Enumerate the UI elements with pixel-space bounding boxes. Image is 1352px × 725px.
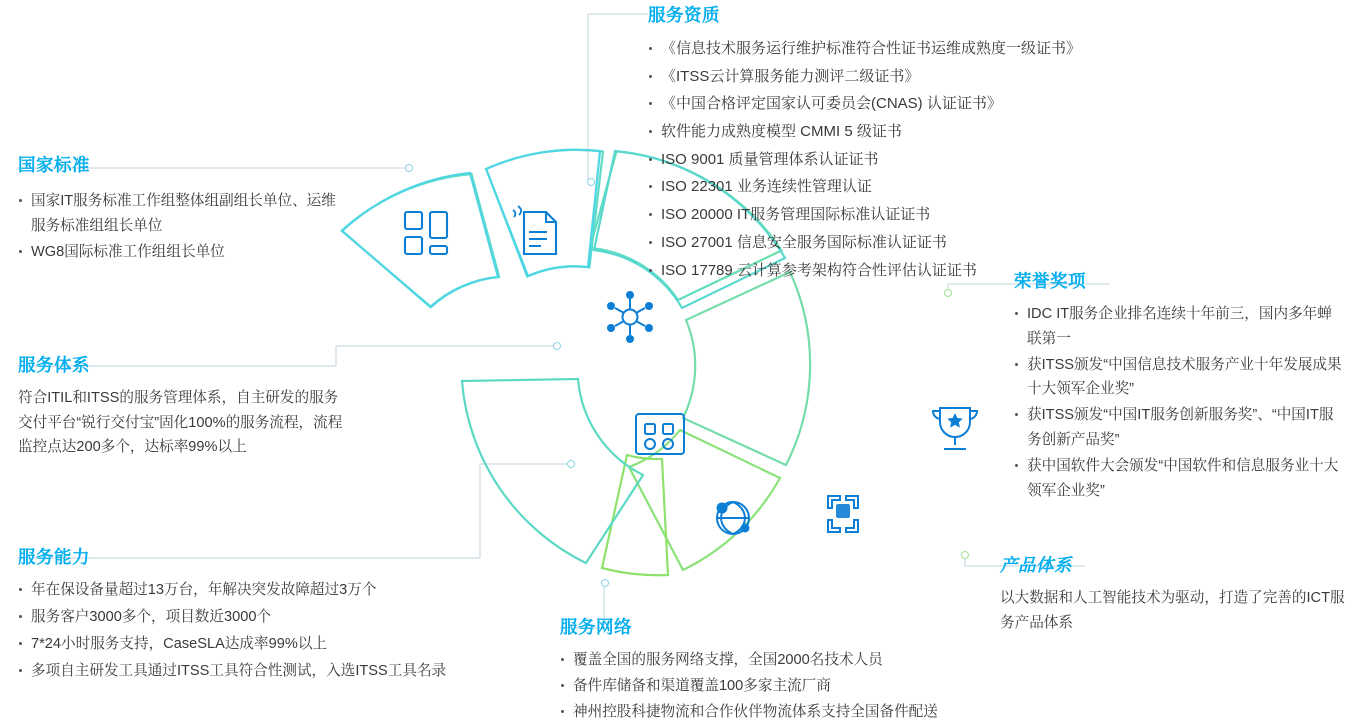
block-service-capability <box>18 544 538 686</box>
list-item: 国家IT服务标准工作组整体组副组长单位、运维服务标准组组长单位 <box>18 189 348 239</box>
icon-globe-network <box>717 502 750 534</box>
list-item: ISO 20000 IT服务管理国际标准认证证书 <box>648 202 1118 229</box>
list-item: ISO 17789 云计算参考架构符合性评估认证证书 <box>648 258 1118 285</box>
list-item: ISO 9001 质量管理体系认证证书 <box>648 147 1118 174</box>
block-title-service-qualification: 服务资质 <box>648 5 720 25</box>
icon-trophy <box>933 408 977 449</box>
list-honors <box>1014 302 1344 503</box>
list-item: 《ITSS云计算服务能力测评二级证书》 <box>648 64 1118 91</box>
icon-document <box>513 206 556 254</box>
list-service-qualification <box>648 36 1118 284</box>
list-item: 服务客户3000多个，项目数近3000个 <box>18 605 538 631</box>
block-title-service-system: 服务体系 <box>18 355 90 375</box>
block-title-national-standard: 国家标准 <box>18 155 90 175</box>
paragraph-service-system: 符合ITIL和ITSS的服务管理体系，自主研发的服务交付平台“锐行交付宝”固化100%的服务流程，流程监控点达200多个，达标率99%以上 <box>18 390 343 456</box>
block-title-honors: 荣誉奖项 <box>1014 271 1086 291</box>
list-national-standard <box>18 189 348 264</box>
list-item: 7*24小时服务支持，CaseSLA达成率99%以上 <box>18 632 538 658</box>
list-item: 备件库储备和渠道覆盖100多家主流厂商 <box>560 674 990 699</box>
list-item: 《信息技术服务运行维护标准符合性证书运维成熟度一级证书》 <box>648 36 1118 63</box>
list-item: 覆盖全国的服务网络支撑，全国2000名技术人员 <box>560 648 990 673</box>
block-product-system <box>1000 552 1345 635</box>
list-item: 《中国合格评定国家认可委员会(CNAS) 认证证书》 <box>648 91 1118 118</box>
paragraph-product-system: 以大数据和人工智能技术为驱动，打造了完善的ICT服务产品体系 <box>1000 590 1345 631</box>
block-title-service-capability: 服务能力 <box>18 547 90 567</box>
block-title-product-system: 产品体系 <box>1000 555 1072 575</box>
list-item: IDC IT服务企业排名连续十年前三，国内多年蝉联第一 <box>1014 302 1344 352</box>
list-item: WG8国际标准工作组组长单位 <box>18 240 348 265</box>
list-item: 获ITSS颁发“中国信息技术服务产业十年发展成果十大领军企业奖” <box>1014 353 1344 403</box>
list-item: 获中国软件大会颁发“中国软件和信息服务业十大领军企业奖” <box>1014 454 1344 504</box>
block-service-qualification <box>648 2 1118 285</box>
block-title-service-network: 服务网络 <box>560 617 632 637</box>
block-service-network <box>560 614 990 725</box>
list-item: 多项自主研发工具通过ITSS工具符合性测试，入选ITSS工具名录 <box>18 659 538 685</box>
icon-scan-frames-detail <box>828 496 858 536</box>
ring-segments <box>345 169 515 305</box>
icon-molecule <box>607 291 653 343</box>
list-item: 获ITSS颁发“中国IT服务创新服务奖”、“中国IT服务创新产品奖” <box>1014 403 1344 453</box>
list-item: 年在保设备量超过13万台，年解决突发故障超过3万个 <box>18 578 538 604</box>
list-service-capability <box>18 578 538 685</box>
list-item: 神州控股科捷物流和合作伙伴物流体系支持全国备件配送 <box>560 700 990 725</box>
icon-dashboard <box>405 212 447 254</box>
block-national-standard <box>18 152 348 265</box>
icon-scan-frames <box>828 496 858 532</box>
block-service-system <box>18 352 348 460</box>
list-item: ISO 27001 信息安全服务国际标准认证证书 <box>648 230 1118 257</box>
icon-product-grid <box>636 414 684 454</box>
list-service-network <box>560 648 990 724</box>
list-item: ISO 22301 业务连续性管理认证 <box>648 174 1118 201</box>
list-item: 软件能力成熟度模型 CMMI 5 级证书 <box>648 119 1118 146</box>
block-honors <box>1014 268 1344 504</box>
